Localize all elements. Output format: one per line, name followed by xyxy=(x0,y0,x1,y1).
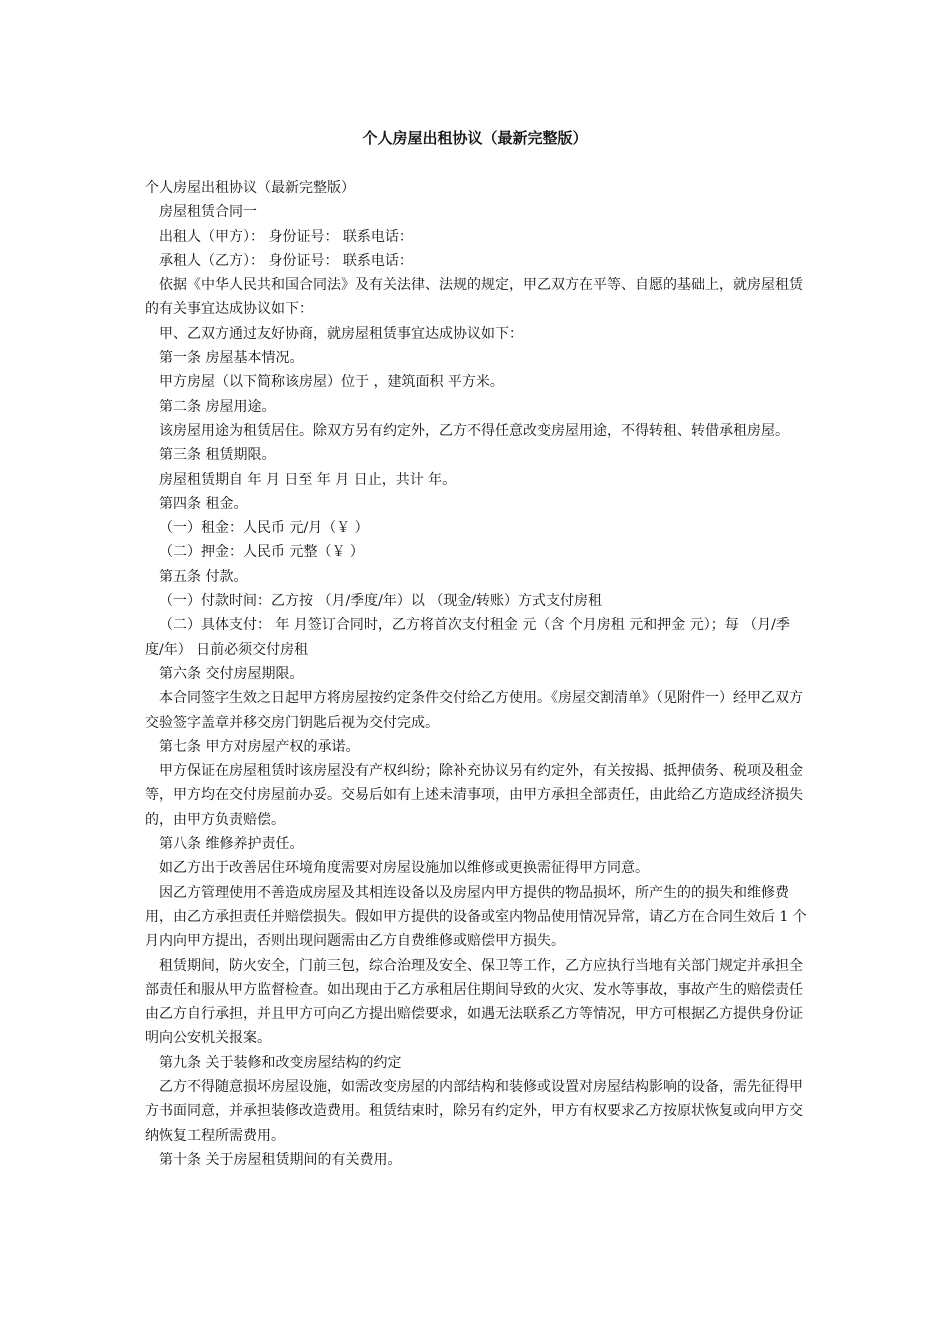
paragraph: 甲方房屋（以下简称该房屋）位于 ，建筑面积 平方米。 xyxy=(159,374,504,391)
article-heading: 第二条 房屋用途。 xyxy=(159,398,276,415)
paragraph: （一）租金：人民币 元/月（￥ ） xyxy=(159,520,369,537)
paragraph: 甲方保证在房屋租赁时该房屋没有产权纠纷；除补充协议另有约定外，有关按揭、抵押债务、税项及租金等，甲方均在交付房屋前办妥。交易后如有上述未清事项，由甲方承担全部责任，由此给乙方造成经济损失的，由甲方负责赔偿。 xyxy=(145,763,803,828)
paragraph: （二）押金：人民币 元整（￥ ） xyxy=(159,544,364,561)
paragraph: 依据《中华人民共和国合同法》及有关法律、法规的规定，甲乙双方在平等、自愿的基础上，就房屋租赁的有关事宜达成协议如下： xyxy=(145,277,803,318)
article-heading: 第三条 租赁期限。 xyxy=(159,447,276,464)
paragraph-subtitle: 个人房屋出租协议（最新完整版） xyxy=(145,180,355,196)
article-heading: 第九条 关于装修和改变房屋结构的约定 xyxy=(159,1054,402,1071)
paragraph: 本合同签字生效之日起甲方将房屋按约定条件交付给乙方使用。《房屋交割清单》（见附件一）经甲乙双方交验签字盖章并移交房门钥匙后视为交付完成。 xyxy=(145,690,803,731)
paragraph: （二）具体支付： 年 月签订合同时，乙方将首次支付租金 元（含 个月房租 元和押金 元）；每 （月/季度/年） 日前必须交付房租 xyxy=(145,617,790,658)
article-heading: 第八条 维修养护责任。 xyxy=(159,836,304,853)
paragraph-contract-heading: 房屋租赁合同一 xyxy=(159,204,257,221)
paragraph: 租赁期间，防火安全，门前三包，综合治理及安全、保卫等工作，乙方应执行当地有关部门规定并承担全部责任和服从甲方监督检查。如出现由于乙方承租居住期间导致的火灾、发水等事故，事故产生的赔偿责任由乙方自行承担，并且甲方可向乙方提出赔偿要求，如遇无法联系乙方等情况，甲方可根据乙方提供身份证明向公安机关报案。 xyxy=(145,957,803,1047)
article-heading: 第六条 交付房屋期限。 xyxy=(159,665,304,682)
paragraph: 因乙方管理使用不善造成房屋及其相连设备以及房屋内甲方提供的物品损坏，所产生的的损失和维修费用，由乙方承担责任并赔偿损失。假如甲方提供的设备或室内物品使用情况异常，请乙方在合同生效后 1 个月内向甲方提出，否则出现问题需由乙方自费维修或赔偿甲方损失。 xyxy=(145,884,807,950)
article-heading: 第四条 租金。 xyxy=(159,495,248,512)
paragraph: 乙方不得随意损坏房屋设施，如需改变房屋的内部结构和装修或设置对房屋结构影响的设备，需先征得甲方书面同意，并承担装修改造费用。租赁结束时，除另有约定外，甲方有权要求乙方按原状恢复或向甲方交纳恢复工程所需费用。 xyxy=(145,1078,803,1144)
article-heading: 第一条 房屋基本情况。 xyxy=(159,350,304,367)
paragraph: 甲、乙双方通过友好协商，就房屋租赁事宜达成协议如下： xyxy=(159,325,523,342)
paragraph: （一）付款时间：乙方按 （月/季度/年）以 （现金/转账）方式支付房租 xyxy=(159,593,603,610)
document-title: 个人房屋出租协议（最新完整版） xyxy=(362,129,588,147)
paragraph-lessor: 出租人（甲方）： 身份证号： 联系电话： xyxy=(159,228,413,245)
paragraph: 如乙方出于改善居住环境角度需要对房屋设施加以维修或更换需征得甲方同意。 xyxy=(159,860,649,877)
article-heading: 第七条 甲方对房屋产权的承诺。 xyxy=(159,738,360,755)
article-heading: 第十条 关于房屋租赁期间的有关费用。 xyxy=(159,1151,402,1168)
paragraph: 该房屋用途为租赁居住。除双方另有约定外，乙方不得任意改变房屋用途，不得转租、转借承租房屋。 xyxy=(159,422,789,439)
paragraph: 房屋租赁期自 年 月 日至 年 月 日止，共计 年。 xyxy=(159,471,457,488)
document-body xyxy=(145,176,807,1172)
paragraph-lessee: 承租人（乙方）： 身份证号： 联系电话： xyxy=(159,252,413,269)
article-heading: 第五条 付款。 xyxy=(159,568,248,585)
